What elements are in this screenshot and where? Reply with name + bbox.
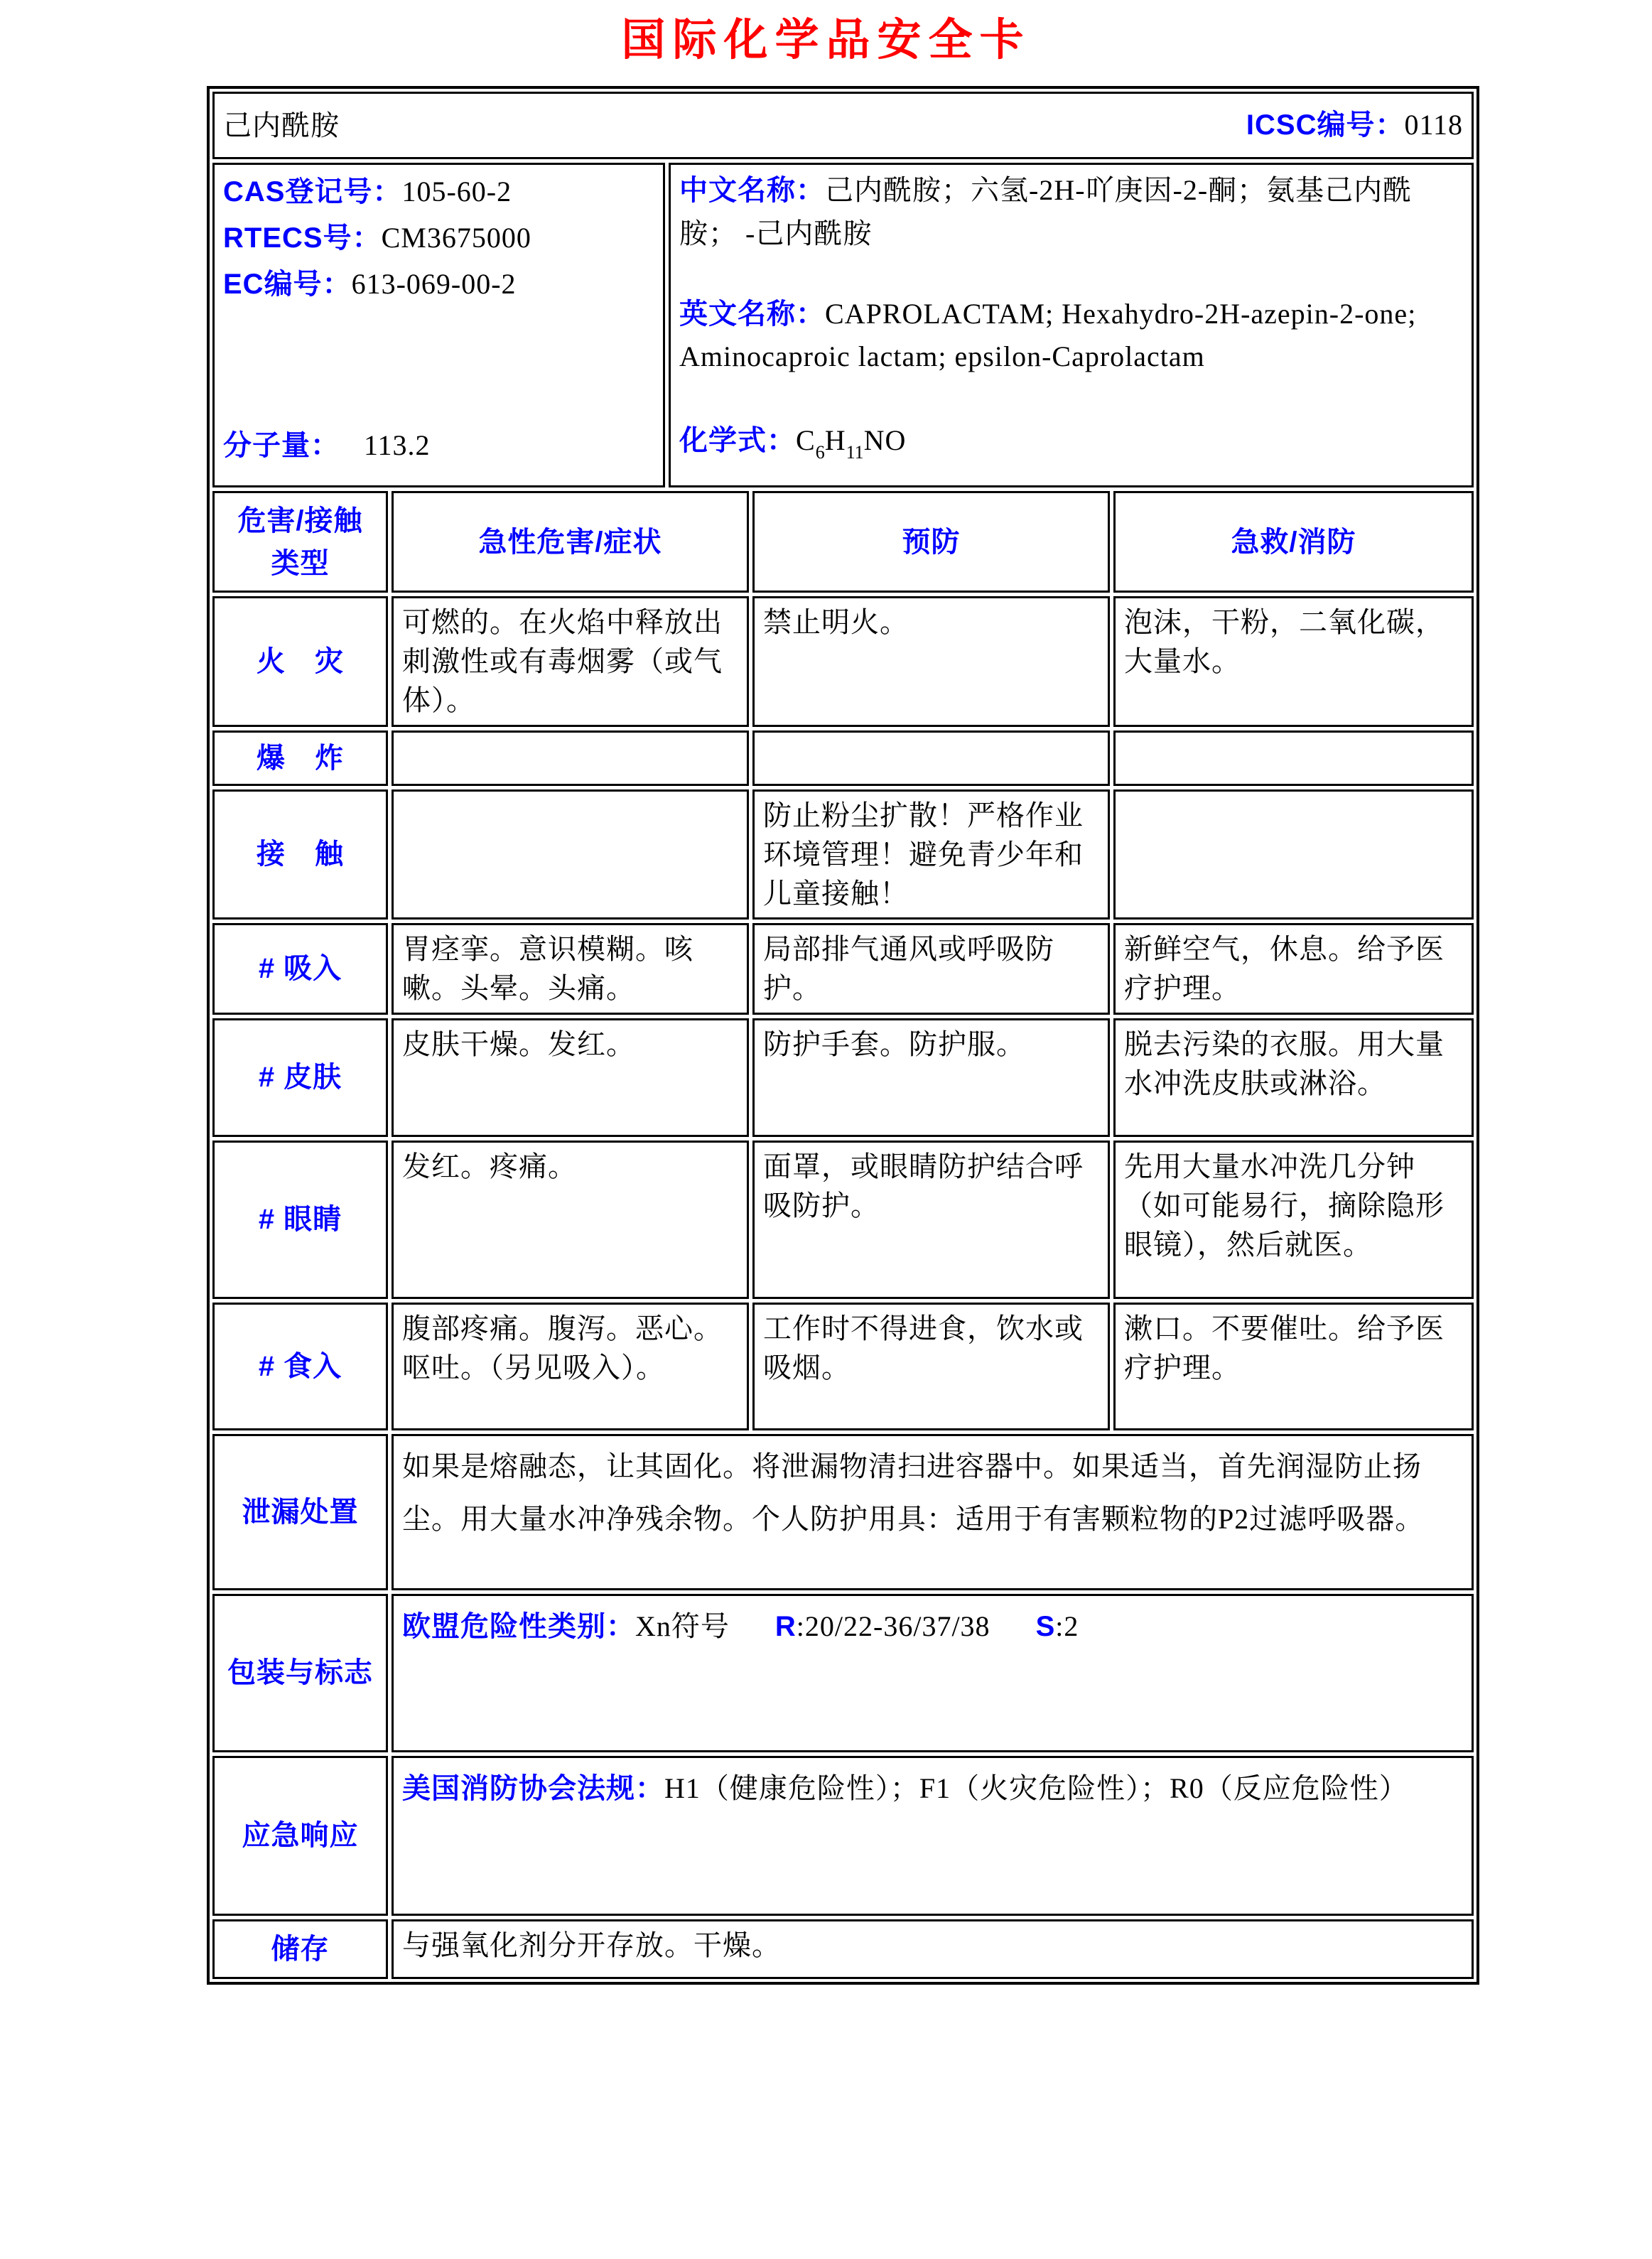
english-name-line	[679, 293, 1463, 379]
explosion-prevention	[752, 730, 1110, 786]
table-row-packaging	[212, 1594, 1474, 1752]
nfpa-label: 美国消防协会法规：	[402, 1772, 664, 1804]
table-row-contact	[212, 789, 1474, 920]
header-prevention: 预防	[752, 491, 1110, 593]
emergency-response-cell	[392, 1756, 1474, 1916]
table-header-row	[212, 491, 1474, 593]
row-label-contact: 接 触	[212, 789, 388, 920]
chinese-name-label: 中文名称：	[679, 175, 825, 206]
row-label-eyes: # 眼睛	[212, 1141, 388, 1299]
rtecs-label: RTECS号：	[223, 222, 382, 254]
spacer	[679, 379, 1463, 421]
english-name-value: CAPROLACTAM; Hexahydro-2H-azepin-2-one; Aminocaproic lactam; epsilon-Caprolactam	[679, 297, 1417, 373]
fire-response: 泡沫，干粉，二氧化碳，大量水。	[1113, 596, 1474, 727]
table-row-name	[212, 92, 1474, 159]
header-hazard-type: 危害/接触类型	[212, 491, 388, 593]
row-label-fire: 火 灾	[212, 596, 388, 727]
ec-label: EC编号：	[223, 268, 352, 300]
row-label-packaging: 包装与标志	[212, 1594, 388, 1752]
eu-classification-label: 欧盟危险性类别：	[402, 1610, 635, 1642]
nfpa-value: H1（健康危险性）；F1（火灾危险性）；R0（反应危险性）	[664, 1772, 1408, 1804]
molecular-weight-line	[223, 426, 654, 465]
table-row-ingestion	[212, 1303, 1474, 1430]
header-first-aid: 急救/消防	[1113, 491, 1474, 593]
icsc-number-label: ICSC编号：	[1246, 109, 1405, 141]
row-label-emergency-response: 应急响应	[212, 1756, 388, 1916]
ingestion-prevention: 工作时不得进食，饮水或吸烟。	[752, 1303, 1110, 1430]
skin-symptoms: 皮肤干燥。发红。	[392, 1018, 749, 1137]
table-row-identifiers	[212, 163, 1474, 487]
identifiers-cell	[212, 163, 665, 487]
table-row-storage	[212, 1919, 1474, 1979]
inhalation-symptoms: 胃痉挛。意识模糊。咳嗽。头晕。头痛。	[392, 923, 749, 1014]
packaging-cell	[392, 1594, 1474, 1752]
names-cell	[669, 163, 1474, 487]
inhalation-response: 新鲜空气，休息。给予医疗护理。	[1113, 923, 1474, 1014]
cas-label: CAS登记号：	[223, 176, 402, 207]
ec-value: 613-069-00-2	[351, 267, 517, 300]
table-row-emergency-response	[212, 1756, 1474, 1916]
molecular-weight-label: 分子量：	[223, 429, 340, 461]
icsc-number	[1246, 105, 1463, 145]
chinese-name-value: 己内酰胺；六氢-2H-吖庚因-2-酮；氨基己内酰胺； -己内酰胺	[679, 174, 1413, 249]
skin-prevention: 防护手套。防护服。	[752, 1018, 1110, 1137]
table-row-explosion	[212, 730, 1474, 786]
cas-line	[223, 169, 654, 215]
explosion-response	[1113, 730, 1474, 786]
inhalation-prevention: 局部排气通风或呼吸防护。	[752, 923, 1110, 1014]
name-cell	[212, 92, 1474, 159]
row-label-ingestion: # 食入	[212, 1303, 388, 1430]
s-phrases-value: :2	[1055, 1610, 1079, 1642]
eu-classification-line	[402, 1600, 1463, 1653]
formula-line	[679, 421, 1463, 465]
fire-symptoms: 可燃的。在火焰中释放出刺激性或有毒烟雾（或气体）。	[392, 596, 749, 727]
rtecs-line	[223, 215, 654, 262]
r-phrases-label: R	[774, 1610, 797, 1642]
row-label-spill-disposal: 泄漏处置	[212, 1434, 388, 1590]
contact-response	[1113, 789, 1474, 920]
ec-line	[223, 262, 654, 308]
page-title: 国际化学品安全卡	[621, 16, 1031, 65]
spill-disposal-text: 如果是熔融态，让其固化。将泄漏物清扫进容器中。如果适当，首先润湿防止扬尘。用大量水冲净残余物。个人防护用具：适用于有害颗粒物的P2过滤呼吸器。	[392, 1434, 1474, 1590]
eyes-response: 先用大量水冲洗几分钟（如可能易行，摘除隐形眼镜），然后就医。	[1113, 1141, 1474, 1299]
eyes-symptoms: 发红。疼痛。	[392, 1141, 749, 1299]
row-label-explosion: 爆 炸	[212, 730, 388, 786]
ingestion-symptoms: 腹部疼痛。腹泻。恶心。呕吐。（另见吸入）。	[392, 1303, 749, 1430]
row-label-storage: 储存	[212, 1919, 388, 1979]
molecular-weight-value: 113.2	[364, 428, 431, 461]
rtecs-value: CM3675000	[381, 221, 531, 254]
skin-response: 脱去污染的衣服。用大量水冲洗皮肤或淋浴。	[1113, 1018, 1474, 1137]
header-acute-hazards: 急性危害/症状	[392, 491, 749, 593]
formula-label: 化学式：	[679, 425, 796, 457]
row-label-inhalation: # 吸入	[212, 923, 388, 1014]
ingestion-response: 漱口。不要催吐。给予医疗护理。	[1113, 1303, 1474, 1430]
contact-symptoms	[392, 789, 749, 920]
chemical-name: 己内酰胺	[223, 109, 340, 141]
english-name-label: 英文名称：	[679, 298, 825, 330]
table-row-skin	[212, 1018, 1474, 1137]
r-phrases-value: :20/22-36/37/38	[796, 1610, 990, 1642]
table-row-eyes	[212, 1141, 1474, 1299]
s-phrases-label: S	[1035, 1610, 1056, 1642]
eyes-prevention: 面罩，或眼睛防护结合呼吸防护。	[752, 1141, 1110, 1299]
spacer	[223, 307, 654, 425]
cas-value: 105-60-2	[401, 176, 512, 207]
table-row-spill-disposal	[212, 1434, 1474, 1590]
storage-text: 与强氧化剂分开存放。干燥。	[392, 1919, 1474, 1979]
fire-prevention: 禁止明火。	[752, 596, 1110, 727]
explosion-symptoms	[392, 730, 749, 786]
row-label-skin: # 皮肤	[212, 1018, 388, 1137]
icsc-card-table	[207, 86, 1479, 1985]
icsc-number-value: 0118	[1404, 109, 1463, 141]
chinese-name-line	[679, 169, 1463, 256]
table-row-fire	[212, 596, 1474, 727]
chemical-formula: $C_6H_{11}NO$	[796, 424, 907, 463]
contact-prevention: 防止粉尘扩散！严格作业环境管理！避免青少年和儿童接触！	[752, 789, 1110, 920]
table-row-inhalation	[212, 923, 1474, 1014]
eu-symbol-value: Xn符号	[635, 1610, 730, 1642]
